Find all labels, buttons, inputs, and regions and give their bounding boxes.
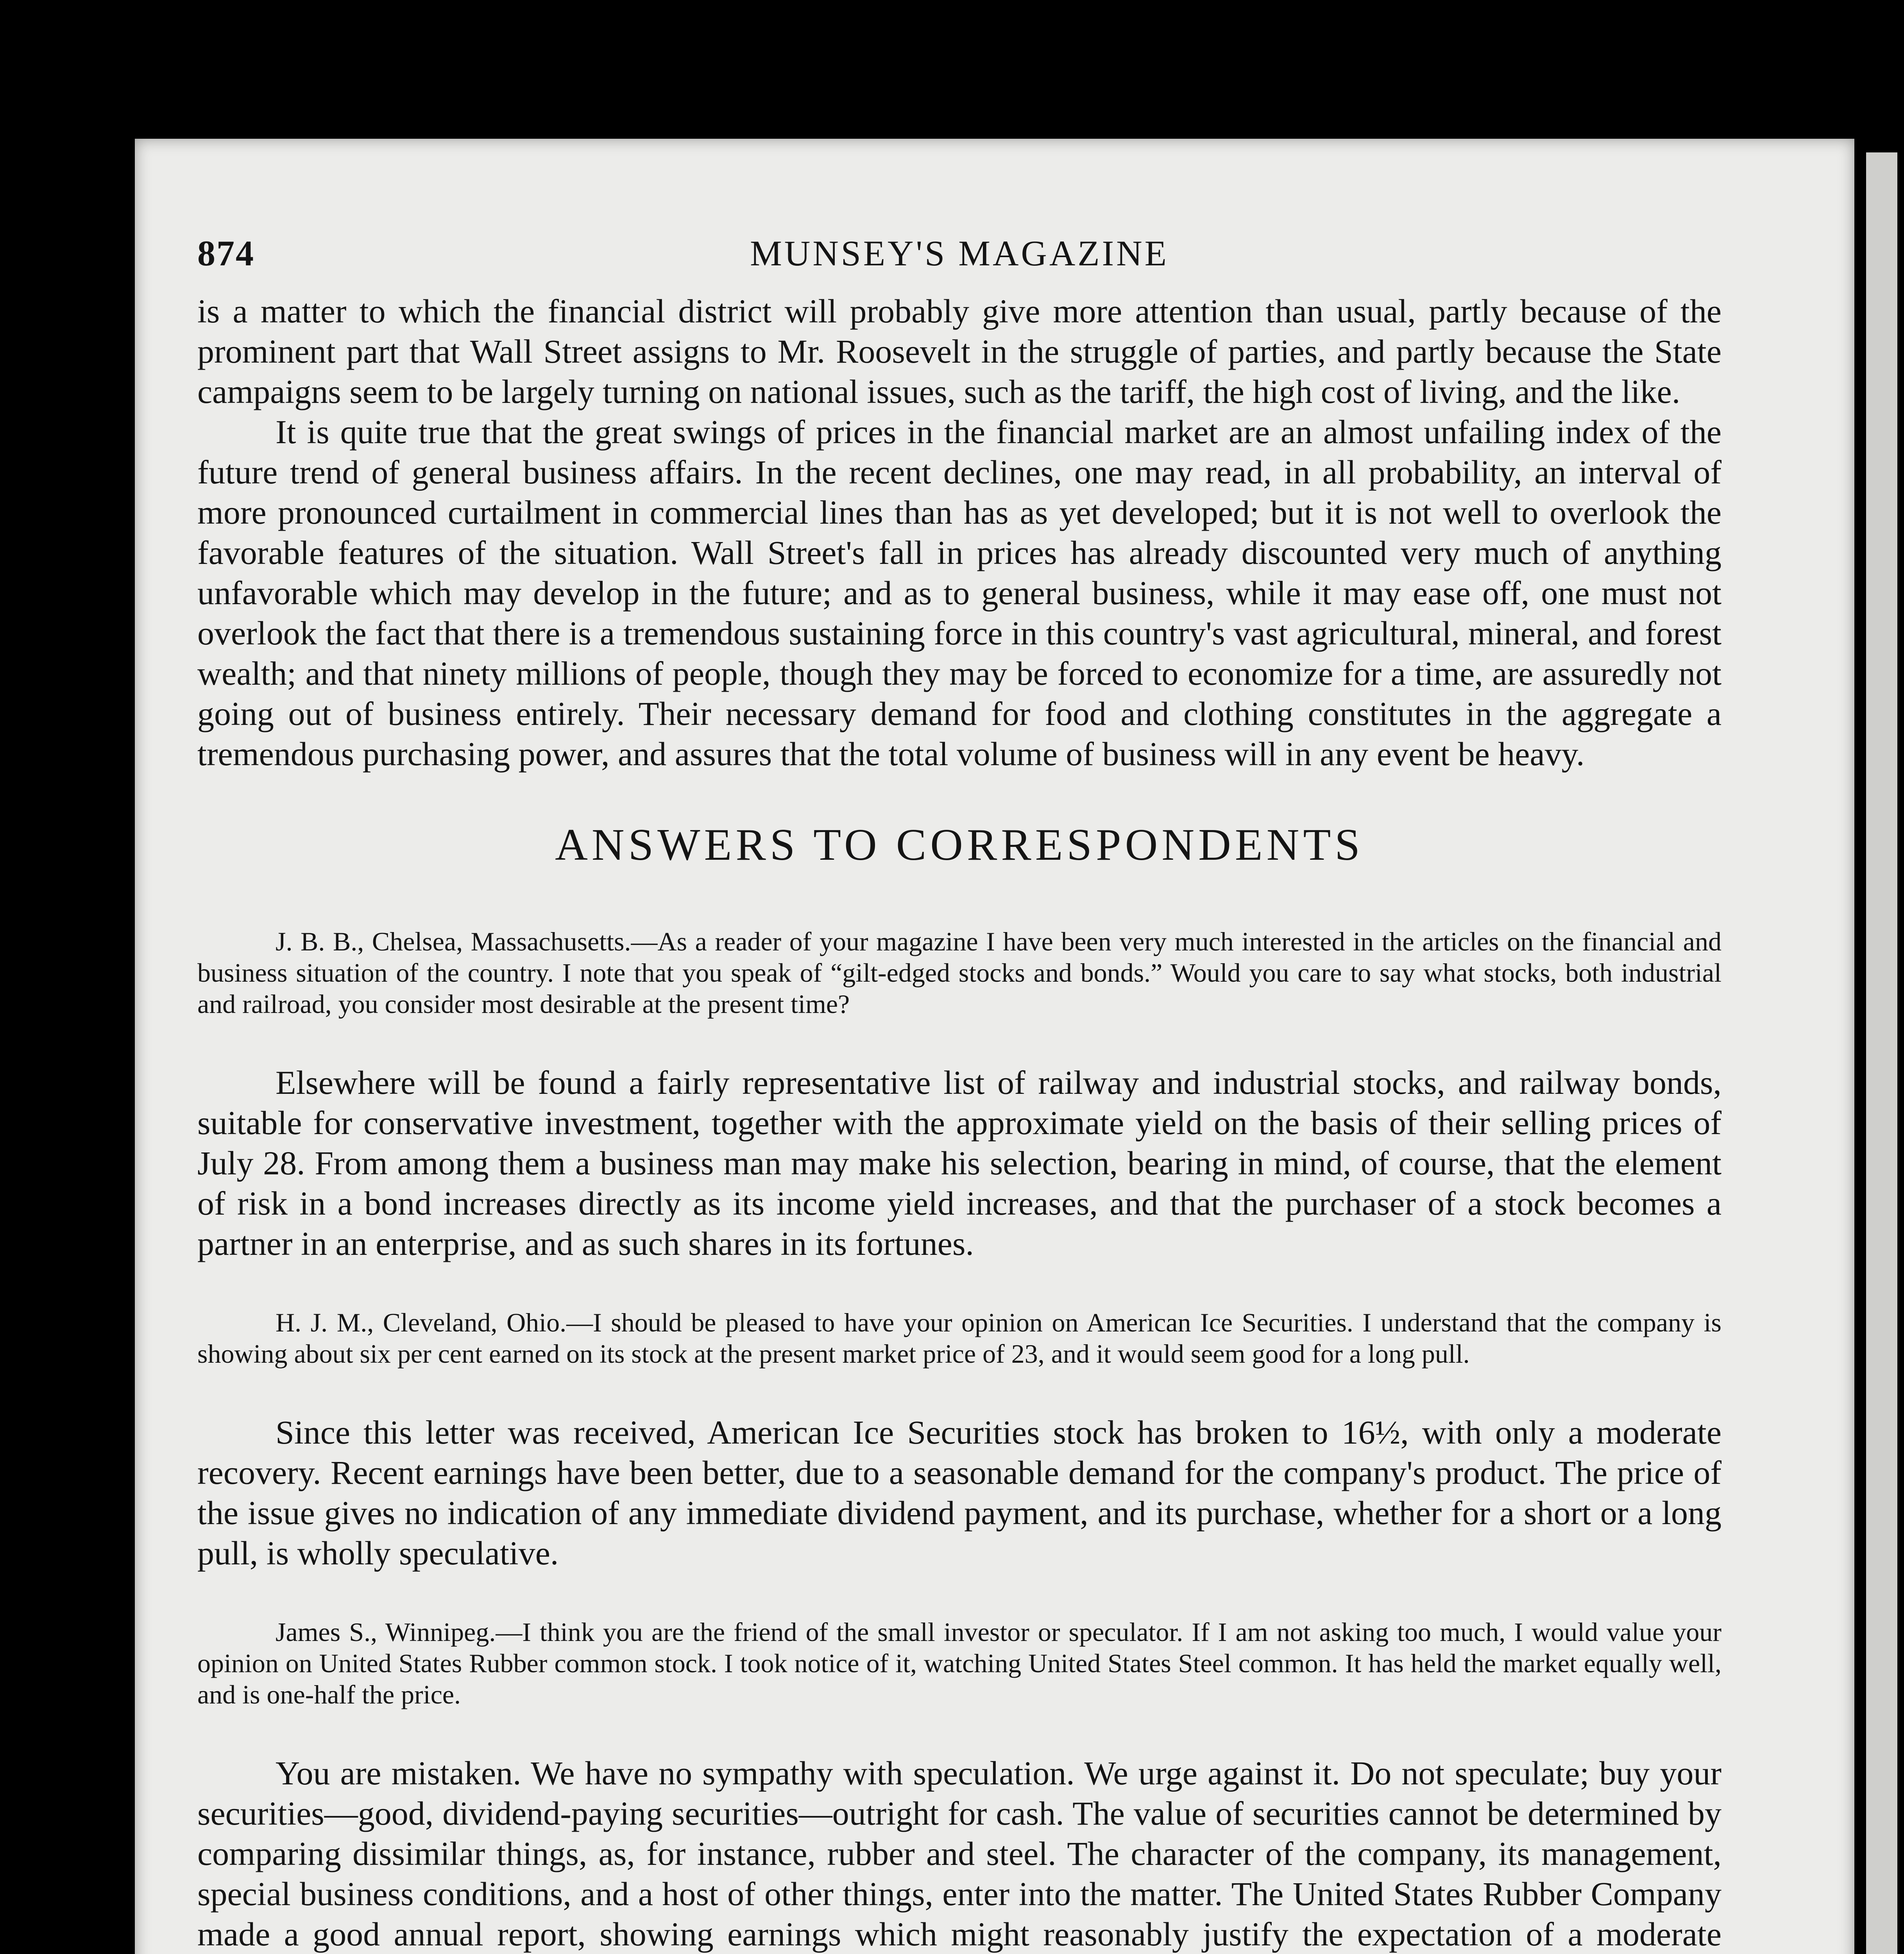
intro-paragraph: It is quite true that the great swings of prices in the financial market are an almost unfailing index of the future trend of general business affairs. In the recent declines, one may read, in all probability, an interval of more pronounced curtailment in commercial lines than has as yet developed; but it is not well to overlook the favorable features of the situation. Wall Street's fall in prices has already discounted very much of anything unfavorable which may develop in the future; and as to general business, while it may ease off, one must not overlook the fact that there is a tremendous sustaining force in this country's vast agricultural, mineral, and forest wealth; and that ninety millions of people, though they may be forced to economize for a time, are assuredly not going out of business entirely. Their necessary demand for food and clothing constitutes in the aggregate a tremendous purchasing power, and assures that the total volume of business will in any event be heavy. [197, 413, 1721, 773]
intro-paragraph: is a matter to which the financial district will probably give more attention than usual, partly because of the prominent part that Wall Street assigns to Mr. Roosevelt in the struggle of parties, and partly because the State campaigns seem to be largely turning on national issues, such as the tariff, the high cost of living, and the like. [197, 292, 1721, 410]
editor-answer: Since this letter was received, American Ice Securities stock has broken to 16½, with only a moderate recovery. Recent earnings have been better, due to a seasonable demand for the company's product. The price of the issue gives no indication of any immediate dividend payment, and its purchase, whether for a short or a long pull, is wholly speculative. [197, 1414, 1721, 1572]
correspondent-letter: James S., Winnipeg.—I think you are the friend of the small investor or speculator. If I am not asking too much, I would value your opinion on United States Rubber common stock. I took notice of it, watching United States Steel common. It has held the market equally well, and is one-half the price. [197, 1617, 1721, 1709]
magazine-page [135, 139, 1854, 1954]
editor-answer: You are mistaken. We have no sympathy with speculation. We urge against it. Do not speculate; buy your securities—good, dividend-paying securities—outright for cash. The value of securities cannot be determined by comparing dissimilar things, as, for instance, rubber and steel. The character of the company, its management, special business conditions, and a host of other things, enter into the matter. The United States Rubber Company made a good annual report, showing earnings which might reasonably justify the expectation of a moderate [197, 1754, 1721, 1953]
page-number: 874 [197, 233, 255, 273]
section-heading: ANSWERS TO CORRESPONDENTS [555, 820, 1364, 870]
magazine-title: MUNSEY'S MAGAZINE [750, 233, 1169, 273]
running-head [197, 233, 1721, 291]
adjacent-page-edge [1866, 152, 1897, 1954]
editor-answer: Elsewhere will be found a fairly representative list of railway and industrial stocks, and railway bonds, suitable for conservative investment, together with the approximate yield on the basis of their selling prices of July 28. From among them a business man may make his selection, bearing in mind, of course, that the element of risk in a bond increases directly as its income yield increases, and that the purchaser of a stock becomes a partner in an enterprise, and as such shares in its fortunes. [197, 1064, 1721, 1262]
correspondent-letter: H. J. M., Cleveland, Ohio.—I should be pleased to have your opinion on American Ice Securities. I understand that the company is showing about six per cent earned on its stock at the present market price of 23, and it would seem good for a long pull. [197, 1308, 1721, 1369]
correspondent-letter: J. B. B., Chelsea, Massachusetts.—As a reader of your magazine I have been very much interested in the articles on the financial and business situation of the country. I note that you speak of “gilt-edged stocks and bonds.” Would you care to say what stocks, both industrial and railroad, you consider most desirable at the present time? [197, 927, 1721, 1019]
text-column [197, 233, 1721, 1954]
